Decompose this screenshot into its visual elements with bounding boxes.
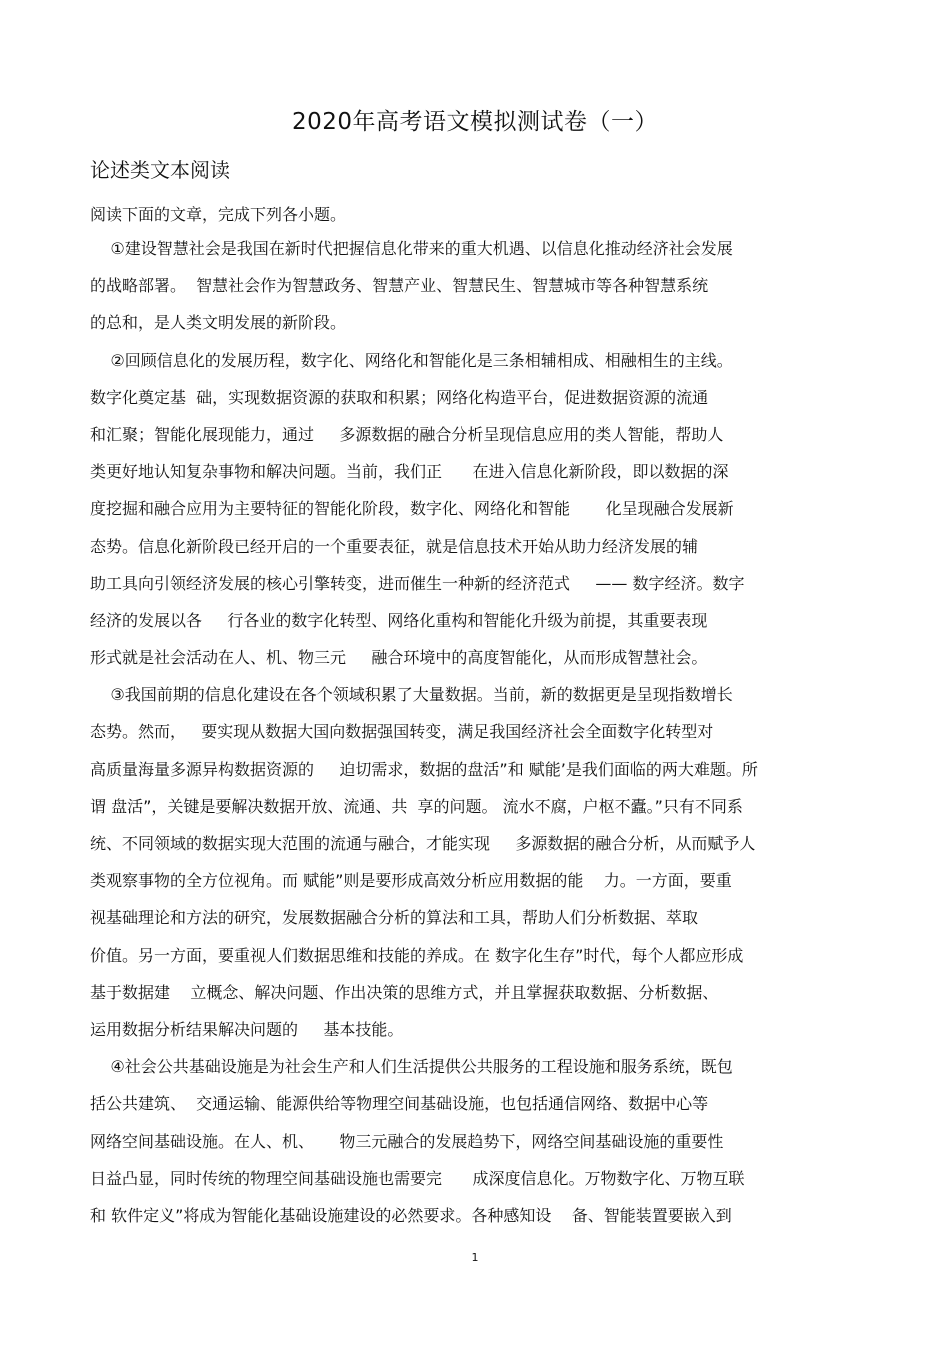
passage-line: 经济的发展以各 行各业的数字化转型、网络化重构和智能化升级为前提，其重要表现 (90, 610, 708, 630)
passage-line: 价值。另一方面，要重视人们数据思维和技能的养成。在 数字化生存”时代，每个人都应形成 (90, 945, 744, 965)
passage-line: ②回顾信息化的发展历程，数字化、网络化和智能化是三条相辅相成、相融相生的主线。 (90, 350, 733, 370)
page-number: 1 (471, 1251, 479, 1264)
passage-line: 基于数据建 立概念、解决问题、作出决策的思维方式，并且掌握获取数据、分析数据、 (90, 982, 719, 1002)
passage-line: 和汇聚；智能化展现能力，通过 多源数据的融合分析呈现信息应用的类人智能，帮助人 (90, 424, 724, 444)
passage-line: 助工具向引领经济发展的核心引擎转变，进而催生一种新的经济范式 —— 数字经济。数字 (90, 573, 745, 593)
instruction-text: 阅读下面的文章，完成下列各小题。 (90, 205, 347, 224)
document-title: 2020年高考语文模拟测试卷（一） (291, 109, 659, 135)
passage-line: 态势。然而， 要实现从数据大国向数据强国转变，满足我国经济社会全面数字化转型对 (90, 722, 714, 742)
passage-line: 括公共建筑、 交通运输、能源供给等物理空间基础设施，也包括通信网络、数据中心等 (90, 1094, 709, 1114)
passage-line: 统、不同领域的数据实现大范围的流通与融合，才能实现 多源数据的融合分析，从而赋予人 (90, 834, 756, 853)
passage-line: 形式就是社会活动在人、机、物三元 融合环境中的高度智能化，从而形成智慧社会。 (90, 648, 708, 668)
passage-line: 谓 盘活”，关键是要解决数据开放、流通、共 享的问题。 流水不腐，户枢不蠹。”只有不同系 (90, 796, 743, 816)
passage-line: ④社会公共基础设施是为社会生产和人们生活提供公共服务的工程设施和服务系统，既包 (90, 1057, 733, 1077)
passage-body (90, 238, 850, 1242)
passage-line: 视基础理论和方法的研究，发展数据融合分析的算法和工具，帮助人们分析数据、萃取 (90, 908, 699, 928)
passage-line: 日益凸显，同时传统的物理空间基础设施也需要完 成深度信息化。万物数字化、万物互联 (90, 1168, 745, 1188)
passage-line: 的战略部署。 智慧社会作为智慧政务、智慧产业、智慧民生、智慧城市等各种智慧系统 (90, 276, 709, 296)
passage-line: 网络空间基础设施。在人、机、 物三元融合的发展趋势下，网络空间基础设施的重要性 (90, 1131, 724, 1151)
passage-line: ③我国前期的信息化建设在各个领域积累了大量数据。当前，新的数据更是呈现指数增长 (90, 685, 733, 705)
passage-line: 和 软件定义”将成为智能化基础设施建设的必然要求。各种感知设 备、智能装置要嵌入到 (90, 1205, 732, 1225)
passage-line: 类更好地认知复杂事物和解决问题。当前，我们正 在进入信息化新阶段，即以数据的深 (90, 462, 729, 482)
passage-line: 态势。信息化新阶段已经开启的一个重要表征，就是信息技术开始从助力经济发展的辅 (90, 536, 699, 556)
passage-line: 的总和，是人类文明发展的新阶段。 (90, 313, 347, 333)
passage-line: 类观察事物的全方位视角。而 赋能”则是要形成高效分析应用数据的能 力。一方面，要重 (90, 871, 732, 891)
passage-line: 数字化奠定基 础，实现数据资源的获取和积累；网络化构造平台，促进数据资源的流通 (90, 387, 709, 407)
passage-line: ①建设智慧社会是我国在新时代把握信息化带来的重大机遇、以信息化推动经济社会发展 (90, 239, 733, 258)
passage-line: 度挖掘和融合应用为主要特征的智能化阶段，数字化、网络化和智能 化呈现融合发展新 (90, 499, 734, 519)
passage-line: 高质量海量多源异构数据资源的 迫切需求，数据的盘活”和 赋能’是我们面临的两大难题。所 (90, 759, 758, 779)
passage-line: 运用数据分析结果解决问题的 基本技能。 (90, 1019, 404, 1039)
section-heading: 论述类文本阅读 (90, 158, 230, 182)
